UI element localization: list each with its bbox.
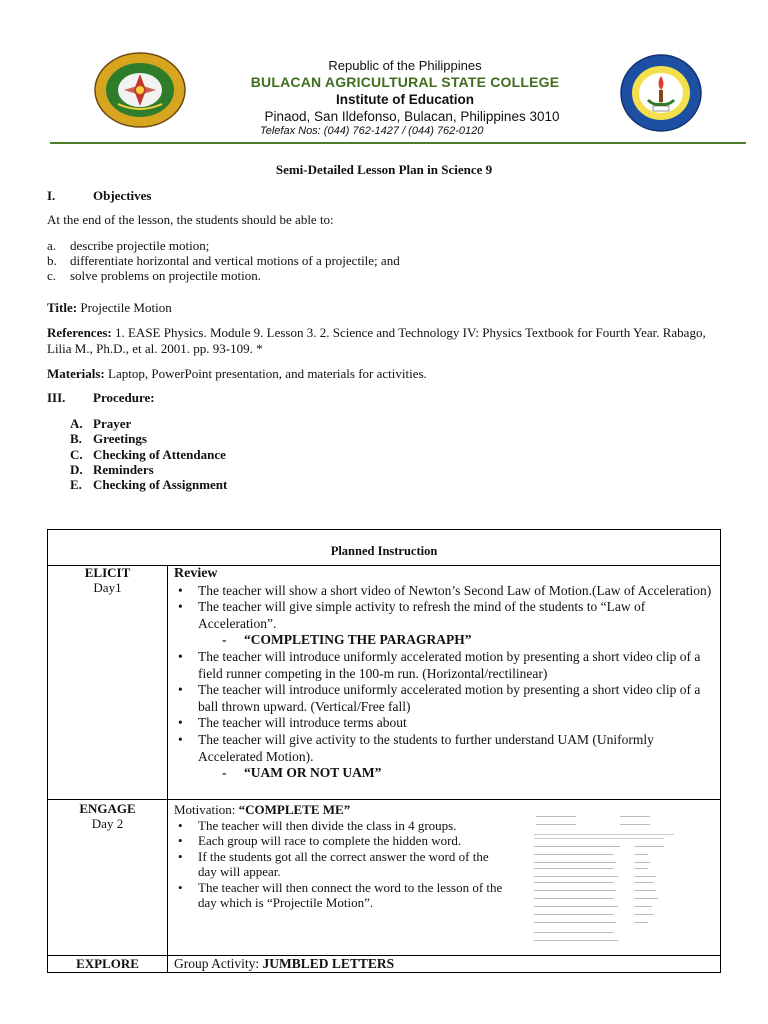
list-item: • Each group will race to complete the hidden word.: [174, 833, 504, 849]
title-field: [47, 300, 727, 316]
motivation-line: Motivation: “COMPLETE ME”: [174, 802, 351, 817]
list-item: E. Checking of Assignment: [70, 477, 228, 493]
list-item: • The teacher will give activity to the students to further understand UAM (Uniformly Accelerated Motion).: [174, 732, 719, 765]
phase-name: ELICIT: [84, 565, 131, 580]
references-label: References:: [47, 325, 112, 340]
list-item: D. Reminders: [70, 461, 154, 477]
table-column-divider: [167, 565, 168, 972]
address-line: Pinaod, San Ildefonso, Bulacan, Philippines 3010: [264, 109, 560, 124]
review-heading: Review: [174, 566, 218, 581]
list-item: C. Checking of Attendance: [70, 446, 226, 462]
institute-seal-logo: [620, 54, 702, 132]
table-header: Planned Instruction: [330, 544, 438, 558]
elicit-content: [174, 566, 719, 782]
objectives-title: Objectives: [93, 188, 152, 203]
worksheet-thumbnail-image: [530, 810, 680, 950]
list-item: c. solve problems on projectile motion.: [47, 268, 261, 283]
explore-phase-cell: [48, 956, 167, 971]
activity-label: Group Activity:: [174, 956, 263, 971]
phase-name: EXPLORE: [76, 956, 139, 971]
objectives-numeral: I.: [47, 188, 56, 203]
document-title: Semi-Detailed Lesson Plan in Science 9: [275, 162, 493, 177]
list-item: a. describe projectile motion;: [47, 238, 210, 253]
list-item: • The teacher will show a short video of Newton’s Second Law of Motion.(Law of Acceleration): [174, 583, 719, 600]
objectives-heading: [47, 188, 151, 203]
header-divider: [50, 142, 746, 144]
list-item: • The teacher will then connect the word to the lesson of the day which is “Projectile Motion”.: [174, 880, 504, 911]
procedure-list: [70, 416, 227, 492]
activity-title: - “UAM OR NOT UAM”: [222, 765, 382, 781]
procedure-numeral: III.: [47, 390, 66, 405]
list-item: b. differentiate horizontal and vertical motions of a projectile; and: [47, 253, 400, 268]
procedure-heading: [47, 390, 155, 405]
college-seal-logo: [94, 52, 186, 128]
title-value: Projectile Motion: [80, 300, 172, 315]
materials-label: Materials:: [47, 366, 105, 381]
engage-content: [174, 802, 504, 911]
list-item: • The teacher will give simple activity to refresh the mind of the students to “Law of Acceleration”.: [174, 599, 719, 632]
activity-title: - “COMPLETING THE PARAGRAPH”: [222, 632, 472, 648]
materials-field: [47, 366, 727, 382]
table-divider: [48, 799, 720, 800]
list-item: A. Prayer: [70, 416, 132, 431]
telefax-line: Telefax Nos: (044) 762-1427 / (044) 762-0120: [260, 125, 484, 137]
republic-line: Republic of the Philippines: [328, 58, 482, 73]
letterhead: [220, 58, 590, 138]
references-value: 1. EASE Physics. Module 9. Lesson 3. 2. Science and Technology IV: Physics Textbook for Fourth Year. Rabago, Lilia M., Ph.D., et al. 2001. pp. 93-109. *: [47, 325, 706, 356]
list-item: • The teacher will introduce uniformly accelerated motion by presenting a short video clip of a ball thrown upward. (Vertical/Free fall): [174, 682, 719, 715]
phase-name: ENGAGE: [79, 801, 136, 816]
list-item: • The teacher will introduce terms about: [174, 715, 719, 732]
list-item: • The teacher will introduce uniformly accelerated motion by presenting a short video clip of a field runner competing in the 100-m run. (Horizontal/rectilinear): [174, 649, 719, 682]
institute-name: Institute of Education: [336, 92, 474, 107]
elicit-phase-cell: [48, 565, 167, 595]
list-item: • The teacher will then divide the class in 4 groups.: [174, 818, 504, 834]
phase-day: Day 2: [91, 816, 124, 831]
college-name: BULACAN AGRICULTURAL STATE COLLEGE: [250, 74, 560, 90]
materials-value: Laptop, PowerPoint presentation, and materials for activities.: [108, 366, 427, 381]
explore-content: [174, 956, 394, 972]
objectives-intro: At the end of the lesson, the students should be able to:: [47, 212, 334, 227]
planned-instruction-table: [47, 529, 721, 973]
title-label: Title:: [47, 300, 78, 315]
phase-day: Day1: [93, 580, 122, 595]
list-item: • If the students got all the correct answer the word of the day will appear.: [174, 849, 504, 880]
engage-phase-cell: [48, 801, 167, 831]
activity-value: JUMBLED LETTERS: [262, 956, 395, 971]
list-item: B. Greetings: [70, 431, 147, 447]
references-field: [47, 325, 727, 357]
objectives-list: [47, 238, 400, 283]
procedure-title: Procedure:: [93, 390, 155, 405]
